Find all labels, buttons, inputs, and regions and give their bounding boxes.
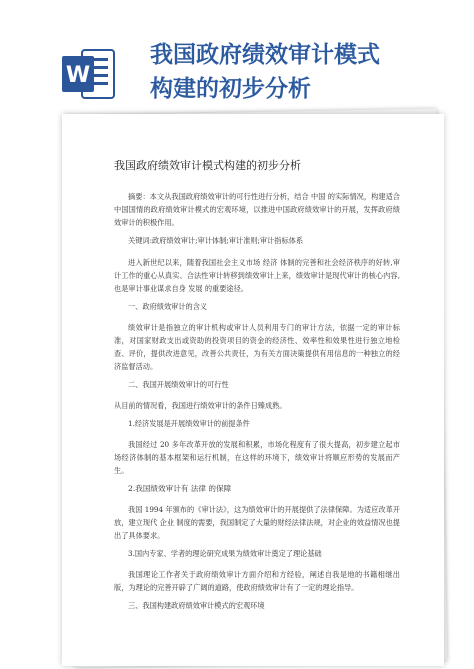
- keywords-line: 关键词:政府绩效审计;审计体制;审计准则;审计指标体系: [128, 236, 304, 245]
- paragraph-3: 我国经过 20 多年改革开放的发展和积累，市场化程度有了很大提高，初步建立起市场经济体制的基本框架和运行机制，在这样的环境下，绩效审计将顺应形势的发展而产生。: [114, 440, 400, 475]
- section-heading-2: 二、我国开展绩效审计的可行性: [128, 380, 229, 389]
- page-header: [0, 0, 474, 120]
- intro-paragraph: 进入新世纪以来，随着我国社会主义市场 经济 体制的完善和社会经济秩序的好转,审计工作的重心从真实、合法性审计转移到绩效审计上来，绩效审计是现代审计的核心内容,也是审计事业谋求自身 发展 的重要途径。: [114, 258, 400, 293]
- document-sheet: [62, 114, 444, 666]
- page-title-line-1: 我国政府绩效审计模式: [150, 42, 380, 68]
- page-title-line-2: 构建的初步分析: [150, 76, 311, 102]
- section-heading-1: 一、政府绩效审计的含义: [128, 302, 208, 311]
- paragraph-1: 绩效审计是指独立的审计机构或审计人员利用专门的审计方法，依据一定的审计标准，对国家财政支出或资助的投资项目的资金的经济性、效率性和效果性进行独立地检查、评价，提供改进意见，改善公共责任，为有关方面决策提供有用信息的一种独立的经济监督活动。: [114, 323, 400, 371]
- document-body: [114, 158, 400, 620]
- subheading-1: 1.经济发展是开展绩效审计的前提条件: [128, 419, 250, 428]
- word-doc-icon: [58, 44, 118, 104]
- abstract-paragraph: 摘要：本文从我国政府绩效审计的可行性进行分析，结合 中国 的实际情况，构建适合中国国情的政府绩效审计模式的宏观环境，以推进中国政府绩效审计的开展，发挥政府绩效审计的积极作用。: [114, 192, 400, 227]
- subheading-2: 2.我国绩效审计有 法律 的保障: [128, 484, 232, 493]
- paragraph-5: 我国理论工作者关于政府绩效审计方面介绍和方经验，阐述自我是地的书籍相继出版，为理论的完善开辟了广阔的道路，使政府绩效审计有了一定的理论指导。: [114, 570, 400, 592]
- page-title: [150, 38, 460, 106]
- section-heading-3: 三、我国构建政府绩效审计模式的宏观环境: [128, 601, 265, 610]
- paragraph-4: 我国 1994 年颁布的《审计法》，这为绩效审计的开展提供了法律保障。为适应改革开放，建立现代 企业 制度的需要，我国制定了大量的财经法律法规，对企业的效益情况也提出了具体要求。: [114, 505, 400, 540]
- document-title: 我国政府绩效审计模式构建的初步分析: [114, 159, 301, 172]
- svg-text:W: W: [65, 63, 91, 88]
- paragraph-2: 从目前的情况看，我国进行绩效审计的条件日臻成熟。: [114, 401, 287, 410]
- subheading-3: 3.国内专家、学者的理论研究成果为绩效审计奠定了理论基础: [128, 549, 322, 558]
